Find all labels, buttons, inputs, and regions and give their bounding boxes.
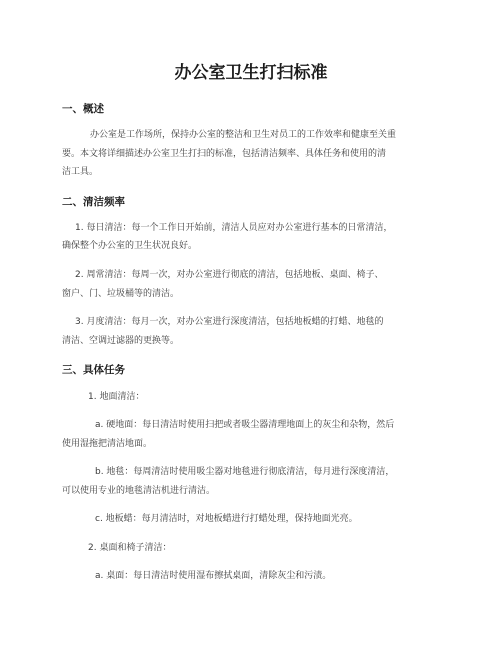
list-item-line: 使用湿拖把清洁地面。 [62,439,153,449]
paragraph-line: 洁工具。 [62,167,99,177]
list-item-line: 2. 桌面和椅子清洁： [88,543,172,553]
section-heading-frequency: 二、清洁频率 [62,196,125,208]
paragraph-line: 要。本文将详细描述办公室卫生打扫的标准，包括清洁频率、具体任务和使用的清 [62,149,387,159]
list-item-line: b. 地毯：每周清洁时使用吸尘器对地毯进行彻底清洁，每月进行深度清洁， [95,467,395,477]
list-item-line: 1. 地面清洁： [88,392,145,402]
list-item-line: 1. 每日清洁：每一个工作日开始前，清洁人员应对办公室进行基本的日常清洁， [75,223,393,233]
list-item-line: 确保整个办公室的卫生状况良好。 [62,241,198,251]
list-item-line: 窗户、门、垃圾桶等的清洁。 [62,289,180,299]
list-item-line: 可以使用专业的地毯清洁机进行清洁。 [62,486,216,496]
section-heading-tasks: 三、具体任务 [62,364,125,376]
list-item-line: 清洁、空调过滤器的更换等。 [62,336,180,346]
section-heading-overview: 一、概述 [62,103,104,115]
list-item-line: c. 地板蜡：每月清洁时，对地板蜡进行打蜡处理，保持地面光亮。 [95,514,358,524]
list-item-line: 2. 周常清洁：每周一次，对办公室进行彻底的清洁，包括地板、桌面、椅子、 [75,270,384,280]
list-item-line: a. 桌面：每日清洁时使用湿布擦拭桌面，清除灰尘和污渍。 [95,571,332,581]
list-item-line: a. 硬地面：每日清洁时使用扫把或者吸尘器清理地面上的灰尘和杂物，然后 [95,420,395,430]
document-title: 办公室卫生打扫标准 [174,63,328,83]
paragraph-line: 办公室是工作场所，保持办公室的整洁和卫生对员工的工作效率和健康至关重 [90,130,397,140]
list-item-line: 3. 月度清洁：每月一次，对办公室进行深度清洁，包括地板蜡的打蜡、地毯的 [75,317,384,327]
